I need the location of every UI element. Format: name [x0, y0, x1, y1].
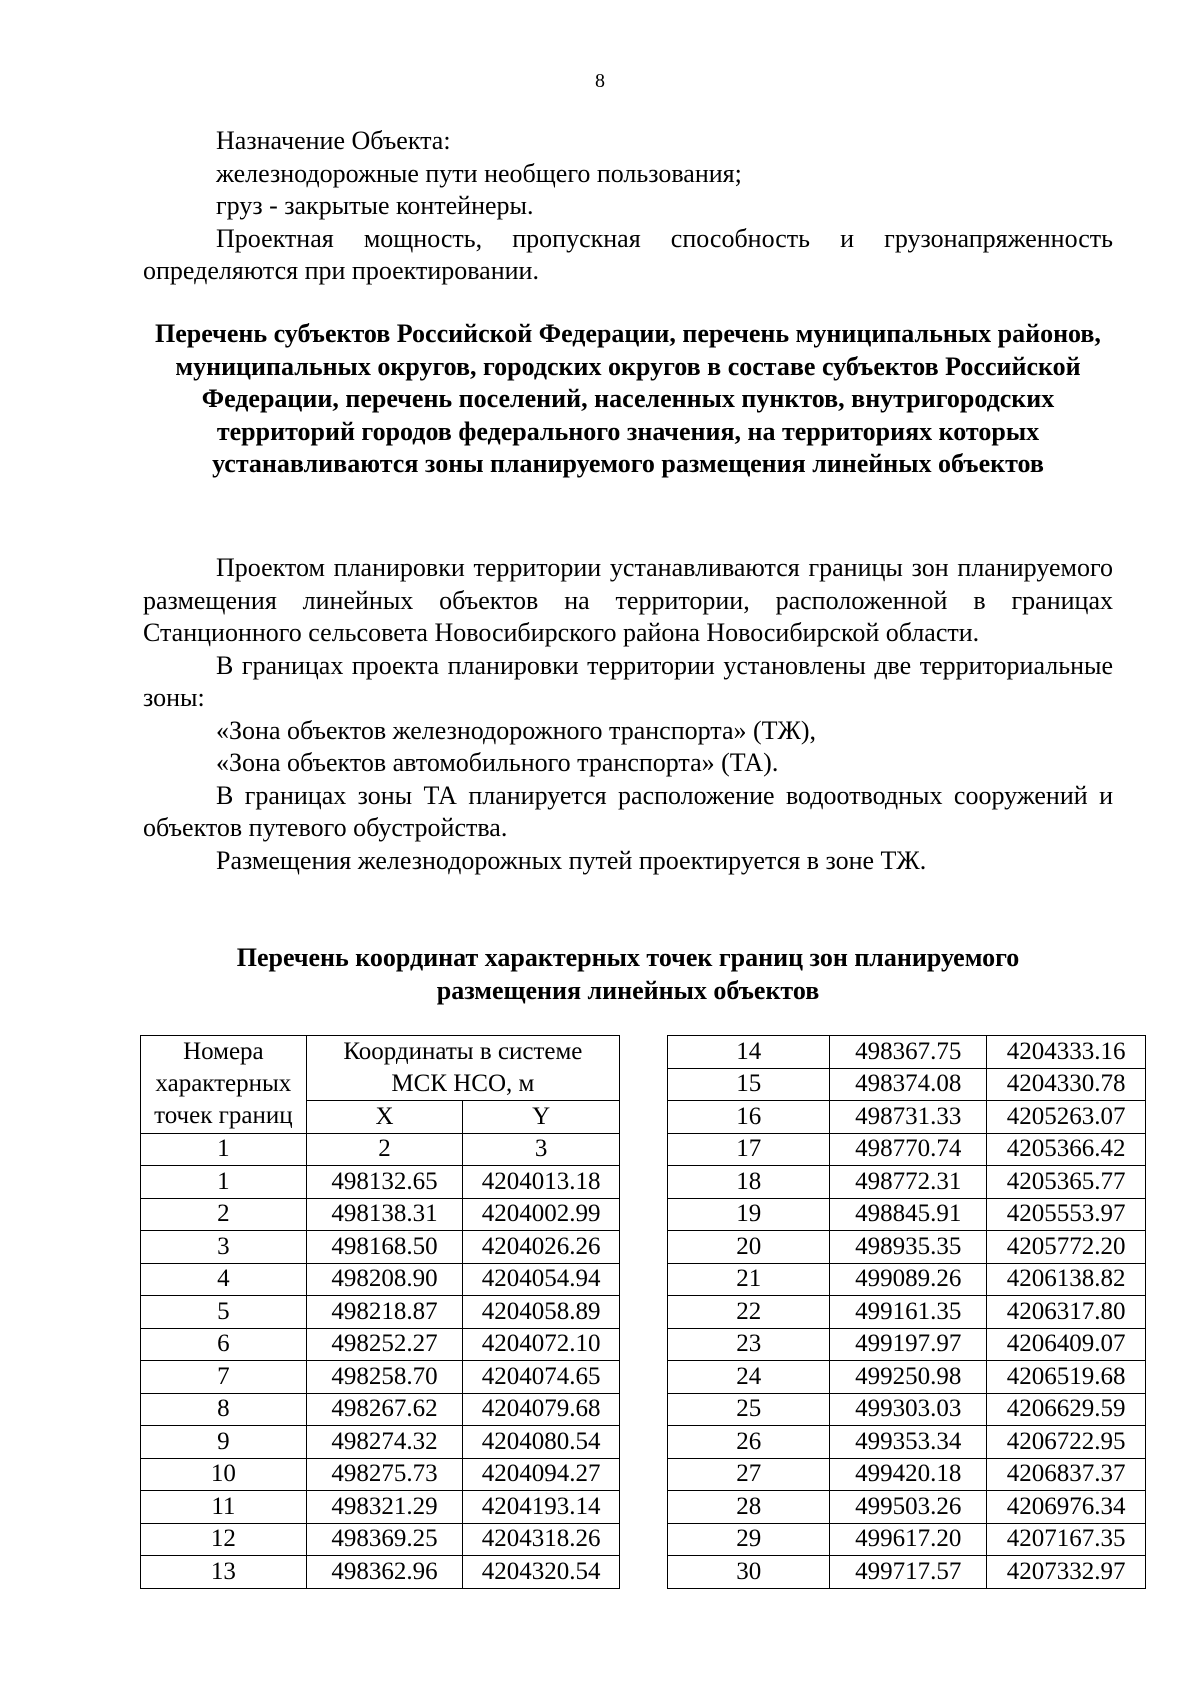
y-coordinate-cell: 4204318.26 — [463, 1523, 620, 1556]
point-number-cell: 2 — [141, 1198, 307, 1231]
y-coordinate-cell: 4205772.20 — [987, 1231, 1146, 1264]
x-coordinate-cell: 498218.87 — [306, 1296, 463, 1329]
point-number-cell: 17 — [668, 1133, 830, 1166]
y-coordinate-cell: 4206722.95 — [987, 1426, 1146, 1459]
x-coordinate-cell: 499250.98 — [830, 1361, 987, 1394]
point-number-cell: 5 — [141, 1296, 307, 1329]
right-table-body — [668, 1036, 1146, 1589]
col-y-header: Y — [463, 1101, 620, 1134]
y-coordinate-cell: 4204072.10 — [463, 1328, 620, 1361]
point-number-cell: 10 — [141, 1458, 307, 1491]
x-coordinate-cell: 498367.75 — [830, 1036, 987, 1069]
table-row — [668, 1328, 1146, 1361]
y-coordinate-cell: 4207332.97 — [987, 1556, 1146, 1589]
numbering-cell: 3 — [463, 1133, 620, 1166]
x-coordinate-cell: 498321.29 — [306, 1491, 463, 1524]
territories-heading: Перечень субъектов Российской Федерации, перечень муниципальных районов, муниципальных округов, городских округов в составе субъектов Российской Федерации, перечень поселений, населенных пунктов, внутригородских территорий городов федерального значения, на территориях которых устанавливаются зоны планируемого размещения линейных объектов — [155, 319, 1101, 478]
y-coordinate-cell: 4204094.27 — [463, 1458, 620, 1491]
point-number-cell: 28 — [668, 1491, 830, 1524]
point-number-cell: 27 — [668, 1458, 830, 1491]
y-coordinate-cell: 4204013.18 — [463, 1166, 620, 1199]
x-coordinate-cell: 499617.20 — [830, 1523, 987, 1556]
x-coordinate-cell: 499197.97 — [830, 1328, 987, 1361]
col-coords-header: Координаты в системе МСК НСО, м — [306, 1036, 619, 1101]
table-row — [141, 1231, 620, 1264]
table-row — [668, 1198, 1146, 1231]
y-coordinate-cell: 4206317.80 — [987, 1296, 1146, 1329]
x-coordinate-cell: 499420.18 — [830, 1458, 987, 1491]
x-coordinate-cell: 498772.31 — [830, 1166, 987, 1199]
x-coordinate-cell: 498374.08 — [830, 1068, 987, 1101]
point-number-cell: 24 — [668, 1361, 830, 1394]
purpose-label: Назначение Объекта: — [216, 126, 451, 155]
y-coordinate-cell: 4204026.26 — [463, 1231, 620, 1264]
table-row — [141, 1556, 620, 1589]
point-number-cell: 30 — [668, 1556, 830, 1589]
table-row — [141, 1198, 620, 1231]
y-coordinate-cell: 4204058.89 — [463, 1296, 620, 1329]
point-number-cell: 4 — [141, 1263, 307, 1296]
table-row — [668, 1393, 1146, 1426]
x-coordinate-cell: 499303.03 — [830, 1393, 987, 1426]
tzh-paragraph: Размещения железнодорожных путей проектируется в зоне ТЖ. — [216, 845, 927, 875]
zone-tzh: «Зона объектов железнодорожного транспорта» (ТЖ), — [216, 715, 816, 745]
point-number-cell: 12 — [141, 1523, 307, 1556]
point-number-cell: 21 — [668, 1263, 830, 1296]
table-row — [668, 1426, 1146, 1459]
y-coordinate-cell: 4204054.94 — [463, 1263, 620, 1296]
x-coordinate-cell: 499353.34 — [830, 1426, 987, 1459]
y-coordinate-cell: 4206519.68 — [987, 1361, 1146, 1394]
zone-ta: «Зона объектов автомобильного транспорта» (ТА). — [216, 748, 779, 777]
point-number-cell: 26 — [668, 1426, 830, 1459]
y-coordinate-cell: 4205365.77 — [987, 1166, 1146, 1199]
point-number-cell: 29 — [668, 1523, 830, 1556]
y-coordinate-cell: 4204320.54 — [463, 1556, 620, 1589]
y-coordinate-cell: 4204002.99 — [463, 1198, 620, 1231]
table-row — [141, 1296, 620, 1329]
table-row — [141, 1458, 620, 1491]
point-number-cell: 16 — [668, 1101, 830, 1134]
point-number-cell: 9 — [141, 1426, 307, 1459]
y-coordinate-cell: 4204193.14 — [463, 1491, 620, 1524]
x-coordinate-cell: 498168.50 — [306, 1231, 463, 1264]
y-coordinate-cell: 4204330.78 — [987, 1068, 1146, 1101]
left-table-body — [141, 1166, 620, 1589]
y-coordinate-cell: 4207167.35 — [987, 1523, 1146, 1556]
x-coordinate-cell: 498731.33 — [830, 1101, 987, 1134]
table-row — [141, 1328, 620, 1361]
point-number-cell: 20 — [668, 1231, 830, 1264]
table-row — [141, 1426, 620, 1459]
table-row — [141, 1523, 620, 1556]
table-row — [668, 1263, 1146, 1296]
point-number-cell: 13 — [141, 1556, 307, 1589]
y-coordinate-cell: 4206976.34 — [987, 1491, 1146, 1524]
page-number: 8 — [595, 70, 605, 92]
point-number-cell: 19 — [668, 1198, 830, 1231]
y-coordinate-cell: 4204333.16 — [987, 1036, 1146, 1069]
table-row — [668, 1231, 1146, 1264]
x-coordinate-cell: 499717.57 — [830, 1556, 987, 1589]
point-number-cell: 23 — [668, 1328, 830, 1361]
coordinates-table-right — [667, 1035, 1146, 1589]
capacity-paragraph: Проектная мощность, пропускная способность и грузонапряженность определяются при проектировании. — [143, 223, 1113, 285]
table-row — [668, 1166, 1146, 1199]
project-paragraph: Проектом планировки территории устанавливаются границы зон планируемого размещения линейных объектов на территории, расположенной в границах Станционного сельсовета Новосибирского района Новосибирской области. — [143, 553, 1113, 647]
y-coordinate-cell: 4204080.54 — [463, 1426, 620, 1459]
numbering-cell: 2 — [306, 1133, 463, 1166]
point-number-cell: 14 — [668, 1036, 830, 1069]
point-number-cell: 3 — [141, 1231, 307, 1264]
table-row — [668, 1361, 1146, 1394]
intro-section — [143, 125, 1113, 288]
point-number-cell: 22 — [668, 1296, 830, 1329]
x-coordinate-cell: 499161.35 — [830, 1296, 987, 1329]
table-row — [141, 1361, 620, 1394]
point-number-cell: 25 — [668, 1393, 830, 1426]
table-row — [668, 1036, 1146, 1069]
point-number-cell: 11 — [141, 1491, 307, 1524]
y-coordinate-cell: 4206138.82 — [987, 1263, 1146, 1296]
table-row — [141, 1166, 620, 1199]
y-coordinate-cell: 4205366.42 — [987, 1133, 1146, 1166]
table-row — [668, 1296, 1146, 1329]
coordinates-table-left — [140, 1035, 620, 1589]
x-coordinate-cell: 498935.35 — [830, 1231, 987, 1264]
table-row — [141, 1263, 620, 1296]
x-coordinate-cell: 498275.73 — [306, 1458, 463, 1491]
table-row — [668, 1556, 1146, 1589]
purpose-cargo: груз - закрытые контейнеры. — [216, 191, 534, 220]
ta-paragraph: В границах зоны ТА планируется расположение водоотводных сооружений и объектов путевого обустройства. — [143, 780, 1113, 842]
body-section — [143, 552, 1113, 877]
table-row — [668, 1101, 1146, 1134]
x-coordinate-cell: 498362.96 — [306, 1556, 463, 1589]
x-coordinate-cell: 498208.90 — [306, 1263, 463, 1296]
point-number-cell: 1 — [141, 1166, 307, 1199]
point-number-cell: 18 — [668, 1166, 830, 1199]
point-number-cell: 7 — [141, 1361, 307, 1394]
table-row — [668, 1523, 1146, 1556]
x-coordinate-cell: 498845.91 — [830, 1198, 987, 1231]
y-coordinate-cell: 4205263.07 — [987, 1101, 1146, 1134]
y-coordinate-cell: 4205553.97 — [987, 1198, 1146, 1231]
x-coordinate-cell: 498138.31 — [306, 1198, 463, 1231]
x-coordinate-cell: 498258.70 — [306, 1361, 463, 1394]
table-row — [668, 1068, 1146, 1101]
x-coordinate-cell: 498770.74 — [830, 1133, 987, 1166]
y-coordinate-cell: 4204079.68 — [463, 1393, 620, 1426]
x-coordinate-cell: 498132.65 — [306, 1166, 463, 1199]
y-coordinate-cell: 4206409.07 — [987, 1328, 1146, 1361]
table-row — [141, 1491, 620, 1524]
point-number-cell: 6 — [141, 1328, 307, 1361]
table-row — [668, 1458, 1146, 1491]
y-coordinate-cell: 4206837.37 — [987, 1458, 1146, 1491]
col-x-header: X — [306, 1101, 463, 1134]
coordinates-heading: Перечень координат характерных точек границ зон планируемого размещения линейных объектов — [236, 943, 1020, 1005]
table-row — [141, 1393, 620, 1426]
x-coordinate-cell: 498369.25 — [306, 1523, 463, 1556]
table-row — [668, 1491, 1146, 1524]
table-row — [668, 1133, 1146, 1166]
point-number-cell: 8 — [141, 1393, 307, 1426]
x-coordinate-cell: 499089.26 — [830, 1263, 987, 1296]
y-coordinate-cell: 4206629.59 — [987, 1393, 1146, 1426]
zones-paragraph: В границах проекта планировки территории установлены две территориальные зоны: — [143, 650, 1113, 712]
x-coordinate-cell: 498274.32 — [306, 1426, 463, 1459]
x-coordinate-cell: 498252.27 — [306, 1328, 463, 1361]
x-coordinate-cell: 498267.62 — [306, 1393, 463, 1426]
col-points-header: Номера характерных точек границ — [141, 1036, 307, 1134]
point-number-cell: 15 — [668, 1068, 830, 1101]
purpose-tracks: железнодорожные пути необщего пользования; — [216, 158, 742, 188]
numbering-cell: 1 — [141, 1133, 307, 1166]
x-coordinate-cell: 499503.26 — [830, 1491, 987, 1524]
y-coordinate-cell: 4204074.65 — [463, 1361, 620, 1394]
